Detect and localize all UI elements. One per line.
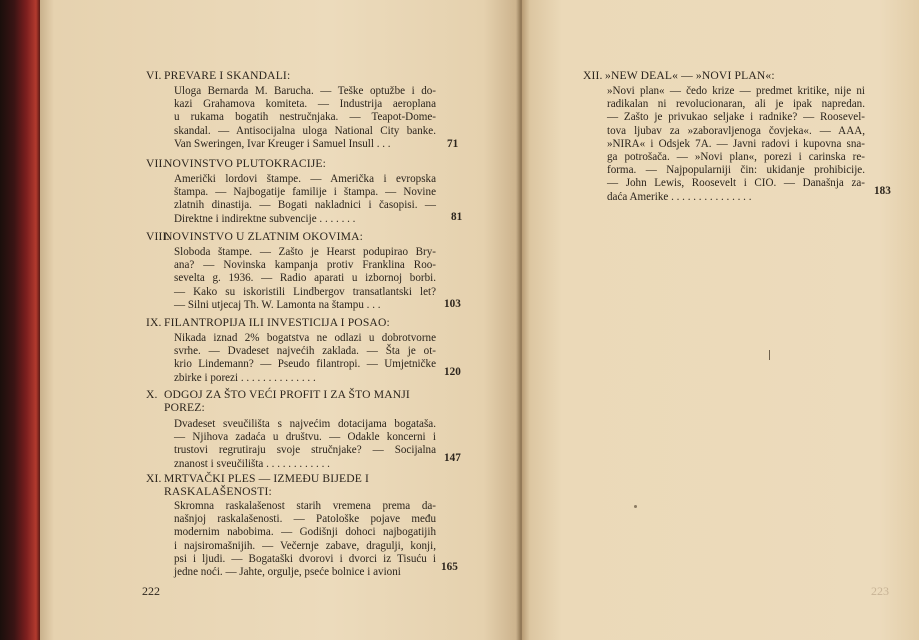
toc-line: sevelta g. 1936. — Radio aparati u izbornoj borbi. <box>174 272 436 285</box>
section-heading-continued: POREZ: <box>164 401 205 414</box>
toc-line: — Silni utjecaj Th. W. Lamonta na štampu . . . <box>174 298 381 311</box>
section-vii <box>146 157 326 170</box>
page-number: 103 <box>444 298 461 310</box>
toc-line: — Kako su iskoristili Lindbergov transatlantski let? <box>174 285 436 298</box>
section-heading: XII. »NEW DEAL« — »NOVI PLAN«: <box>583 69 775 82</box>
section-heading: VI. PREVARE I SKANDALI: <box>146 69 291 82</box>
page-number: 120 <box>444 366 461 378</box>
left-folio: 222 <box>142 584 160 598</box>
toc-line: Skromna raskalašenost starih vremena prema da- <box>174 500 436 512</box>
section-heading: XI. MRTVAČKI PLES — IZMEĐU BIJEDE I <box>146 472 370 485</box>
toc-line: radikalan ni revolucionaran, ali je ipak napredan. <box>607 98 865 111</box>
toc-line: Američki lordovi štampe. — Američka i evropska <box>174 173 436 185</box>
toc-line: jedne noći. — Jahte, orgulje, pseće bolnice i avioni <box>174 566 401 579</box>
toc-line: štampa. — Najbogatije familije i štampa. — Novine <box>174 186 436 199</box>
toc-line: — John Lewis, Roosevelt i CIO. — Današnja za- <box>607 177 865 190</box>
section-heading: VIII.NOVINSTVO U ZLATNIM OKOVIMA: <box>146 230 364 243</box>
section-viii-body <box>174 246 436 312</box>
page-number: 81 <box>451 211 463 223</box>
toc-line: forma. — Najpopularniji čin: ukidanje prohibicije. <box>607 164 865 177</box>
toc-line: kazi Grahamova komiteta. — Industrija aeroplana <box>174 98 436 111</box>
toc-line: skandal. — Antisocijalna uloga National City banke. <box>174 124 436 137</box>
section-x-body <box>174 418 436 471</box>
toc-line: krio Lindemann? — Pseudo filantropi. — Umjetničke <box>174 358 436 371</box>
toc-line: i najsiromašnijih. — Večernje zabave, dragulji, konji, <box>174 539 436 552</box>
page-blemish <box>769 350 770 360</box>
toc-line: svrhe. — Dvadeset najvećih zaklada. — Šta je ot- <box>174 345 436 358</box>
toc-line: Nikada iznad 2% bogatstva ne odlazi u dobrotvorne <box>174 332 436 344</box>
page-number: 71 <box>447 138 459 150</box>
page-number: 183 <box>874 185 891 197</box>
section-ix <box>146 316 390 329</box>
section-xii <box>583 69 775 82</box>
section-heading: X. ODGOJ ZA ŠTO VEĆI PROFIT I ZA ŠTO MANJI <box>146 388 410 401</box>
toc-line: ga potrošača. — »Novi plan«, porezi i carinska re- <box>607 151 865 164</box>
page-number: 165 <box>441 561 458 573</box>
toc-line: »NIRA« i Odsjek 7A. — Javni radovi i kupovna sna- <box>607 137 865 150</box>
toc-line: psi i ljudi. — Bogataški dvorovi i dvorci iz Tisuću i <box>174 552 436 565</box>
toc-line: »Novi plan« — čedo krize — predmet kritike, nije ni <box>607 85 865 97</box>
toc-line: zbirke i porezi . . . . . . . . . . . . . . <box>174 371 316 384</box>
section-xii-body <box>607 85 865 204</box>
toc-line: tova ljubav za »zaboravljenoga čovjeka«. — AAA, <box>607 124 865 137</box>
section-vi-body <box>174 85 436 151</box>
section-vii-body <box>174 173 436 226</box>
section-viii <box>146 230 363 243</box>
section-vi <box>146 69 290 82</box>
section-heading: IX. FILANTROPIJA ILI INVESTICIJA I POSAO: <box>146 316 390 329</box>
toc-line: znanost i sveučilišta . . . . . . . . . . . . <box>174 457 330 470</box>
section-heading-continued: RASKALAŠENOSTI: <box>164 485 272 498</box>
section-xi <box>146 472 369 498</box>
section-x <box>146 388 410 414</box>
section-heading: VII.NOVINSTVO PLUTOKRACIJE: <box>146 157 327 170</box>
toc-line: Uloga Bernarda M. Barucha. — Teške optužbe i do- <box>174 85 436 97</box>
toc-line: našnjoj raskalašenosti. — Patološke pojave među <box>174 513 436 526</box>
section-xi-body <box>174 500 436 579</box>
toc-line: Van Sweringen, Ivar Kreuger i Samuel Insull . . . <box>174 137 391 150</box>
toc-line: u rukama bogatih nestručnjaka. — Teapot-Dome- <box>174 111 436 124</box>
toc-line: zlatnih dinastija. — Bogati nakladnici i časopisi. — <box>174 199 436 212</box>
toc-line: — Zašto je privukao seljake i radnike? — Roosevel- <box>607 111 865 124</box>
book-spine-edge <box>0 0 40 640</box>
toc-line: Direktne i indirektne subvencije . . . . . . . <box>174 212 356 225</box>
section-ix-body <box>174 332 436 385</box>
page-number: 147 <box>444 452 461 464</box>
toc-line: ana? — Novinska kampanja protiv Franklina Roo- <box>174 259 436 272</box>
toc-line: — Njihova zadaća u društvu. — Odakle koncerni i <box>174 431 436 444</box>
toc-line: Dvadeset sveučilišta s najvećim dotacijama bogataša. <box>174 418 436 430</box>
toc-line: modernim nabobima. — Godišnji dohoci najbogatijih <box>174 526 436 539</box>
toc-line: daća Amerike . . . . . . . . . . . . . . . <box>607 190 752 203</box>
toc-line: Sloboda štampe. — Zašto je Hearst podupirao Bry- <box>174 246 436 258</box>
page-speck <box>634 505 637 508</box>
right-folio: 223 <box>871 584 889 598</box>
toc-line: trustovi regrutiraju svoje stručnjake? — Socijalna <box>174 444 436 457</box>
